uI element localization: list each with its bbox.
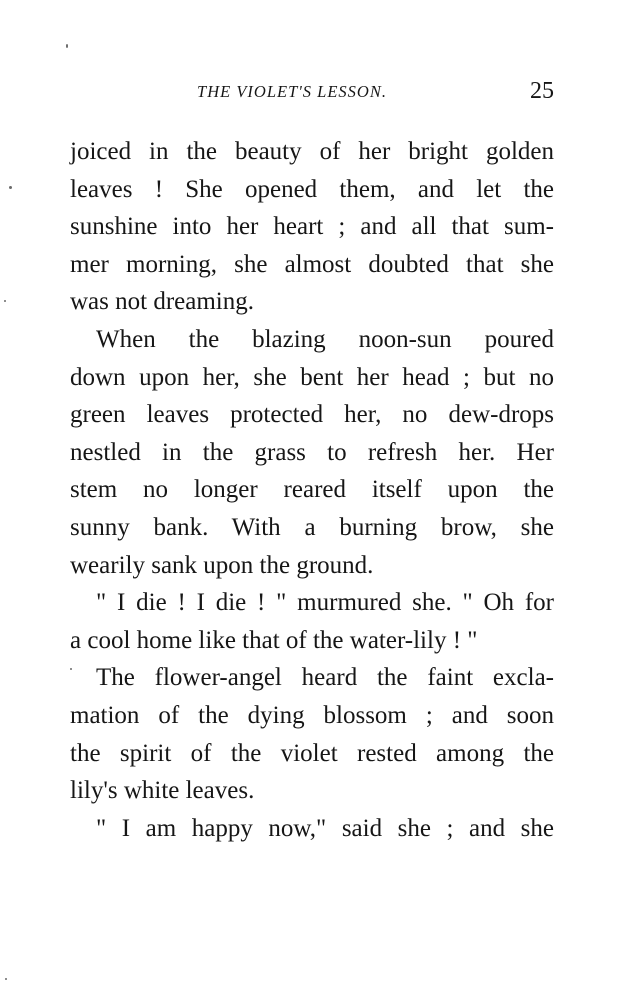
text-line: green leaves protected her, no dew-drops [70, 401, 554, 429]
text-line: the spirit of the violet rested among the [70, 739, 554, 767]
text-line: leaves ! She opened them, and let the [70, 175, 554, 203]
ink-speck [5, 978, 7, 980]
ink-speck [4, 300, 6, 302]
text-line: mation of the dying blossom ; and soon [70, 701, 554, 729]
page-number: 25 [530, 78, 554, 104]
text-line: " I am happy now," said she ; and she [96, 814, 554, 842]
ink-speck [66, 44, 68, 48]
running-header [70, 78, 554, 108]
text-line: sunshine into her heart ; and all that sum- [70, 213, 554, 241]
text-line: mer morning, she almost doubted that she [70, 250, 554, 278]
text-line: stem no longer reared itself upon the [70, 476, 554, 504]
text-line: " I die ! I die ! " murmured she. " Oh for [96, 589, 554, 617]
text-line: joiced in the beauty of her bright golden [70, 138, 554, 165]
text-line: wearily sank upon the ground. [70, 551, 374, 579]
running-title: THE VIOLET'S LESSON. [197, 82, 387, 101]
text-line: sunny bank. With a burning brow, she [70, 513, 554, 541]
text-line: nestled in the grass to refresh her. Her [70, 438, 554, 466]
text-line: was not dreaming. [70, 288, 254, 316]
text-line: a cool home like that of the water-lily ! " [70, 626, 478, 654]
text-line: down upon her, she bent her head ; but no [70, 363, 554, 391]
ink-speck [9, 186, 12, 189]
text-line: When the blazing noon-sun poured [96, 325, 554, 353]
body-text [70, 133, 554, 847]
text-line: lily's white leaves. [70, 777, 255, 805]
text-line: The flower-angel heard the faint excla- [96, 664, 554, 692]
